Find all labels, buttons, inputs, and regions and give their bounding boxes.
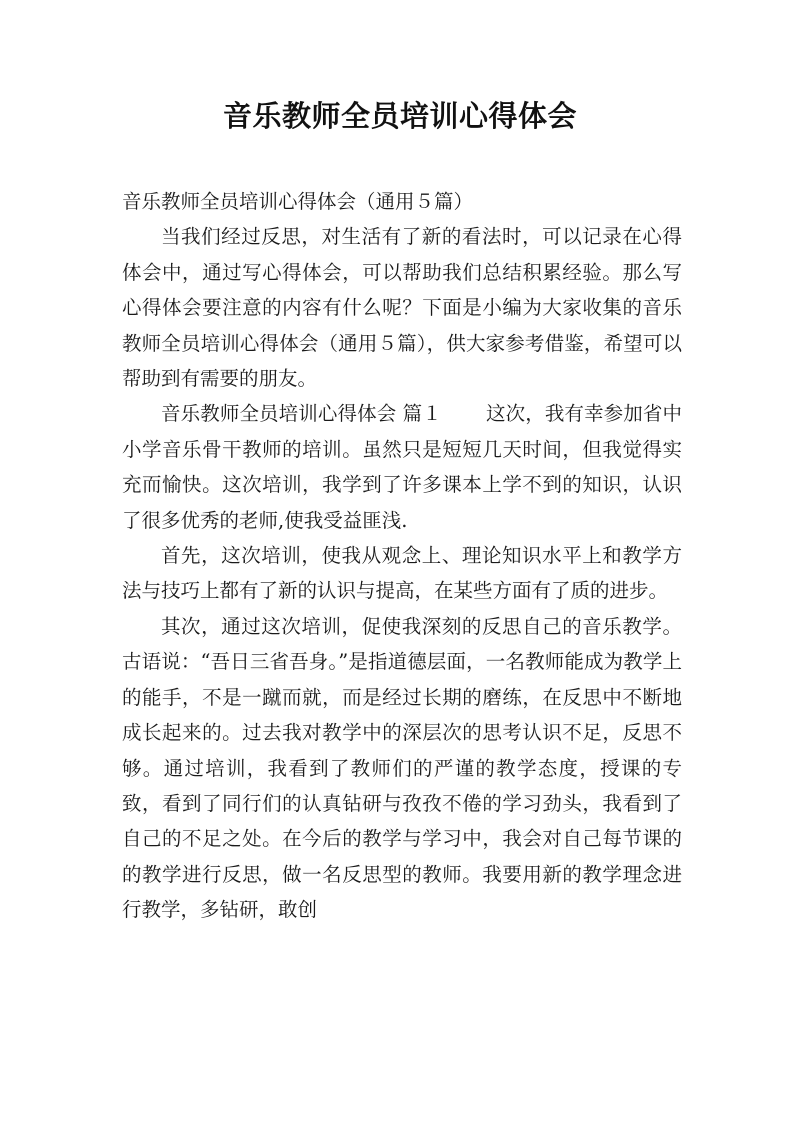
document-body xyxy=(122,184,682,928)
section-one-paragraph xyxy=(122,396,682,538)
paragraph-first: 首先，这次培训，使我从观念上、理论知识水平上和教学方法与技巧上都有了新的认识与提高，在某些方面有了质的进步。 xyxy=(122,544,682,603)
document-title: 音乐教师全员培训心得体会 xyxy=(222,99,577,133)
intro-paragraph: 当我们经过反思，对生活有了新的看法时，可以记录在心得体会中，通过写心得体会，可以帮助我们总结积累经验。那么写心得体会要注意的内容有什么呢？下面是小编为大家收集的音乐教师全员培训心得体会（通用５篇），供大家参考借鉴，希望可以帮助到有需要的朋友。 xyxy=(122,225,682,391)
section-heading: 音乐教师全员培训心得体会 篇１ xyxy=(161,402,442,426)
document-subtitle: 音乐教师全员培训心得体会（通用５篇） xyxy=(122,190,474,213)
section-first-paragraph: 这次，我有幸参加省中小学音乐骨干教师的培训。虽然只是短短几天时间，但我觉得实充而愉快。这次培训，我学到了许多课本上学不到的知识，认识了很多优秀的老师,使我受益匪浅. xyxy=(122,402,682,532)
paragraph-second: 其次，通过这次培训，促使我深刻的反思自己的音乐教学。古语说：“吾日三省吾身。”是指道德层面，一名教师能成为教学上的能手，不是一蹴而就，而是经过长期的磨练，在反思中不断地成长起来的。过去我对教学中的深层次的思考认识不足，反思不够。通过培训，我看到了教师们的严谨的教学态度，授课的专致，看到了同行们的认真钻研与孜孜不倦的学习劲头，我看到了自己的不足之处。在今后的教学与学习中，我会对自己每节课的的教学进行反思，做一名反思型的教师。我要用新的教学理念进行教学，多钻研，敢创 xyxy=(122,614,682,922)
